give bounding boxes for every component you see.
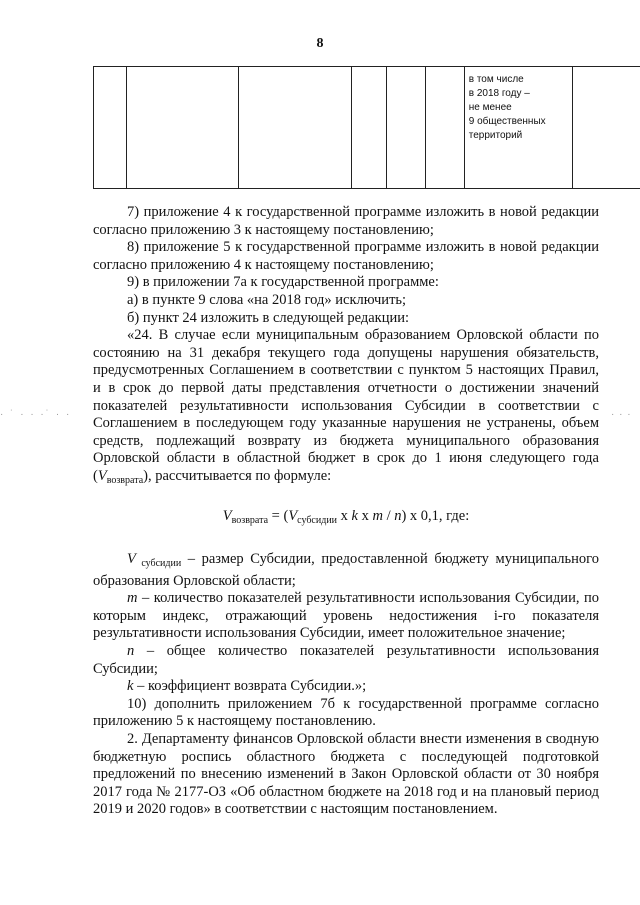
definition-n <box>93 643 599 678</box>
definition-v-text: – размер Субсидии, предоставленной бюджету муниципального образования Орловской области; <box>93 551 599 589</box>
formula-v: V <box>222 507 232 524</box>
definition-v-var: V <box>127 551 136 568</box>
page-number: 8 <box>316 36 324 51</box>
note-line: в том числе <box>468 74 524 85</box>
table-cell <box>387 67 426 189</box>
formula <box>93 508 599 530</box>
table-cell <box>573 67 640 189</box>
formula-v2: V <box>288 507 298 524</box>
definition-m-var: m <box>127 590 138 607</box>
paragraph-9: 9) в приложении 7а к государственной программе: <box>127 274 439 291</box>
table-cell <box>127 67 239 189</box>
formula-times: x <box>357 507 373 524</box>
definition-m <box>93 590 599 643</box>
formula-m: m <box>372 507 383 524</box>
paragraph-9b: б) пункт 24 изложить в следующей редакции: <box>127 309 409 326</box>
definition-k-text: – коэффициент возврата Субсидии.»; <box>133 678 367 695</box>
note-line: территорий <box>468 130 523 141</box>
table-cell <box>238 67 351 189</box>
section-2: 2. Департаменту финансов Орловской области внести изменения в сводную бюджетную роспись областного бюджета с последующей подготовкой предложений по внесению изменений в Закон Орловской области от 30 ноября 2017 года № 2177-ОЗ «Об областном бюджете на 2018 год и на плановый период 2019 и 2020 годов» в соответствии с настоящим постановлением. <box>93 731 599 818</box>
formula-times: x <box>337 507 352 524</box>
table-cell <box>94 67 127 189</box>
paragraph-9a: а) в пункте 9 слова «на 2018 год» исключить; <box>127 291 407 308</box>
note-line: 9 общественных <box>468 116 546 127</box>
formula-tail: ) x 0,1, где: <box>401 507 470 524</box>
paragraph-24-text: «24. В случае если муниципальным образованием Орловской области по состоянию на 31 декабря текущего года допущены нарушения обязательств, предусмотренных Соглашением в соответствии с пунктом 5 настоящих Правил, и в срок до первой даты представления отчетности о достижении значений показателей результативности использования Субсидии в соответствии с Соглашением в последующем году указанные нарушения не устранены, объем средств, подлежащий возврату из бюджета муниципального образования Орловской области в областной бюджет в срок до 1 июня следующего года ( <box>93 327 599 484</box>
paragraph-8: 8) приложение 5 к государственной программе изложить в новой редакции согласно приложению 4 к настоящему постановлению; <box>93 239 599 273</box>
table-cell <box>351 67 386 189</box>
formula-n: n <box>394 507 402 524</box>
formula-divide: / <box>382 507 395 524</box>
formula-v2-subscript: субсидии <box>297 514 338 526</box>
formula-eq: = ( <box>268 507 289 524</box>
document-body <box>93 204 599 819</box>
scan-noise-left: · ˙ · · ·˙ · · <box>0 409 72 420</box>
formula-k: k <box>351 507 358 524</box>
note-line: в 2018 году – <box>468 88 530 99</box>
definition-v-subscript: субсидии <box>135 558 182 570</box>
paragraph-10: 10) дополнить приложением 7б к государственной программе согласно приложению 5 к настоящему постановлению. <box>93 695 599 730</box>
note-line: не менее <box>468 102 512 113</box>
table-cell-note <box>464 67 572 189</box>
paragraph-7: 7) приложение 4 к государственной программе изложить в новой редакции согласно приложению 3 к настоящему постановлению; <box>93 204 599 238</box>
definition-v <box>93 551 599 590</box>
paragraph-24-tail: ), рассчитывается по формуле: <box>143 467 332 484</box>
formula-v-subscript: возврата <box>231 514 269 526</box>
definition-m-text: – количество показателей результативности использования Субсидии, по которым индекс, отражающий уровень недостижения i-го показателя результативности использования Субсидии, имеет положительное значение; <box>93 590 599 642</box>
paragraph-24 <box>93 327 599 489</box>
definition-k <box>93 678 599 696</box>
definition-n-text: – общее количество показателей результативности использования Субсидии; <box>93 643 599 677</box>
var-v: V <box>97 467 107 484</box>
table-cell <box>426 67 465 189</box>
definition-n-var: n <box>127 643 135 660</box>
definition-k-var: k <box>127 678 134 695</box>
var-v-subscript: возврата <box>106 474 144 486</box>
scan-noise-right: · · · <box>611 409 632 420</box>
continuation-table <box>93 66 640 189</box>
